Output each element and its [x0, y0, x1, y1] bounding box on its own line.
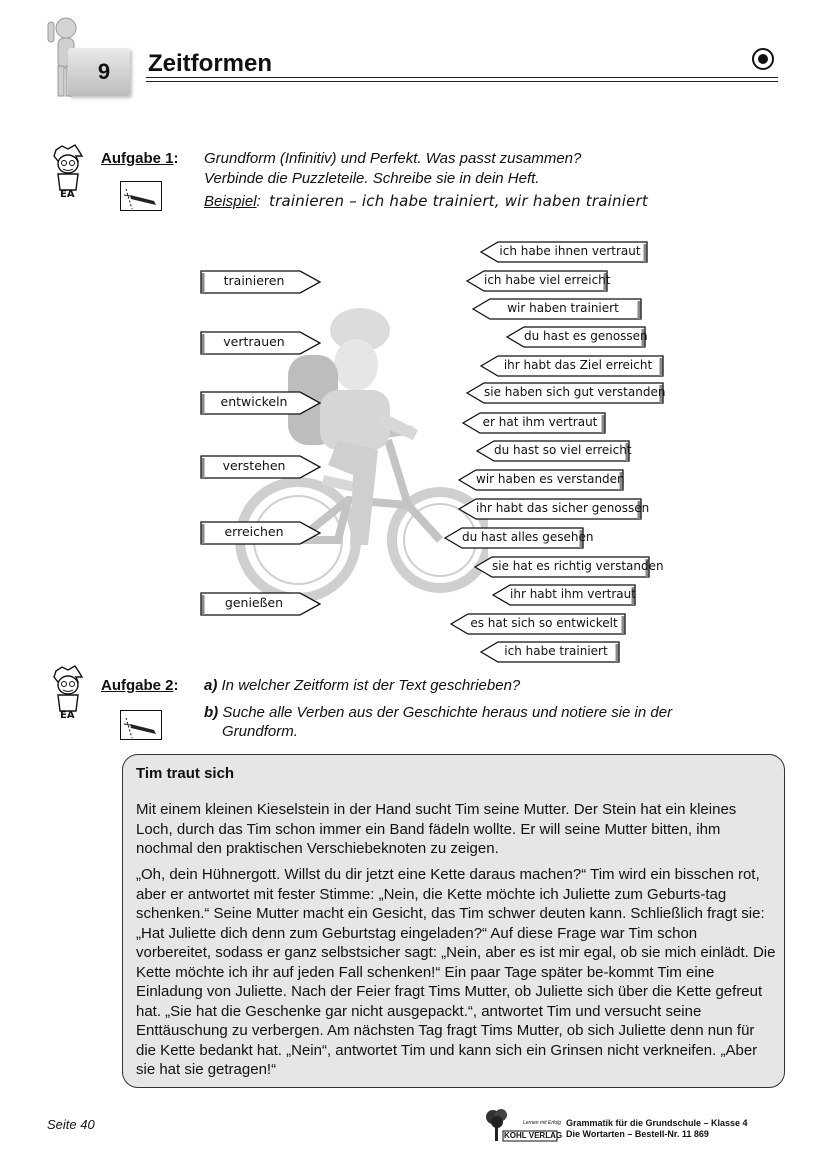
footer-line-2: Die Wortarten – Bestell-Nr. 11 869	[566, 1129, 709, 1139]
phrase-tag	[480, 641, 620, 661]
verb-label: trainieren	[223, 273, 285, 288]
phrase-label: es hat sich so entwickelt	[470, 616, 618, 630]
phrase-tag	[458, 469, 624, 489]
verb-tag	[200, 521, 322, 543]
phrase-label: ihr habt das sicher genossen	[476, 501, 650, 515]
task2-label: Aufgabe 2	[101, 677, 174, 694]
story-paragraph-2: „Oh, dein Hühnergott. Willst du dir jetzt eine Kette daraus machen?“ Tim wird ein bisschen rot, aber er antwortet mit fester Stimme: „Nein, die Kette möchte ich Juliette zum Geburts-tag schenken.“ Seine Mutter macht ein Gesicht, das Tim schwer deuten kann. Schließlich fragt sie: „Hat Juliette dich denn zum Geburtstag eingeladen?“ Auf diese Frage war Tim schon vorbereitet, sodass er ganz selbstsicher sagt: „Nein, aber es ist mir egal, ob sie mich einlädt. Die Kette möchte ich ihr auf jeden Fall schenken!“ Ein paar Tage später be-kommt Tim eine Einladung von Juliette. Nach der Feier fragt Tims Mutter, ob Juliette sich über die Kette gefreut hat. „Sie hat die Geschenke gar nicht ausgepackt.“, antwortet Tim und versucht seine Enttäuschung zu verbergen. Am nächsten Tag fragt Tims Mutter, ob sich Juliette denn nun für die Kette bedankt hat. „Nein“, antwortet Tim und kann sich ein Grinsen nicht verkneifen. „Aber sie hat sie getragen!“	[136, 866, 776, 1078]
phrase-tag	[458, 498, 650, 518]
phrase-label: ich habe trainiert	[504, 644, 608, 658]
task2-header: Aufgabe 2:	[101, 677, 179, 694]
phrase-label: wir haben trainiert	[507, 301, 619, 315]
phrase-label: ihr habt ihm vertraut	[510, 587, 636, 601]
task2-question-a	[204, 676, 520, 696]
title-rule	[146, 77, 778, 78]
task1-example: Beispiel: trainieren – ich habe trainiert, wir haben trainiert	[204, 192, 648, 210]
title-rule-thin	[146, 81, 778, 82]
student-ea-icon	[48, 665, 88, 721]
verb-label: vertrauen	[223, 334, 285, 349]
question-b-letter: b)	[204, 704, 219, 721]
logo-text: KOHL VERLAG	[504, 1131, 563, 1140]
phrase-tag	[462, 412, 606, 432]
phrase-label: ihr habt das Ziel erreicht	[503, 358, 653, 372]
verb-tag	[200, 270, 322, 292]
question-a-text: In welcher Zeitform ist der Text geschrieben?	[221, 677, 521, 694]
phrase-label: du hast so viel erreicht	[494, 443, 632, 457]
logo-tagline: Lernen mit Erfolg	[523, 1120, 562, 1126]
phrase-tag	[474, 556, 664, 576]
phrase-label: er hat ihm vertraut	[482, 415, 598, 429]
phrase-tag	[476, 440, 630, 460]
phrase-tag	[466, 270, 611, 290]
verb-label: genießen	[224, 595, 284, 610]
verb-label: verstehen	[222, 458, 286, 473]
publisher-tree-logo	[483, 1107, 563, 1143]
verb-tag	[200, 455, 322, 477]
example-text: trainieren – ich habe trainiert, wir haben trainiert	[269, 192, 648, 210]
phrase-label: ich habe viel erreicht	[484, 273, 611, 287]
phrase-tag	[506, 326, 646, 346]
verb-tag	[200, 592, 322, 614]
story-title: Tim traut sich	[136, 765, 235, 782]
question-b-text: Suche alle Verben aus der Geschichte heraus und notiere sie in der	[222, 704, 673, 721]
task2-question-b	[204, 703, 672, 723]
phrase-tag	[450, 613, 626, 633]
phrase-label: ich habe ihnen vertraut	[499, 244, 641, 258]
footer-page-number: Seite 40	[47, 1117, 95, 1132]
phrase-tag	[472, 298, 642, 318]
phrase-label: sie haben sich gut verstanden	[484, 385, 666, 399]
phrase-tag	[492, 584, 636, 604]
verb-tag	[200, 331, 322, 353]
student-ea-icon	[48, 144, 88, 200]
phrase-label: sie hat es richtig verstanden	[492, 559, 664, 573]
story-paragraph-1: Mit einem kleinen Kieselstein in der Hand sucht Tim seine Mutter. Der Stein hat ein kleines Loch, durch das Tim schon immer ein Band fädeln wollte. Er will seine Mutter bitten, ihm nochmal den praktischen Verschiebeknoten zu zeigen.	[136, 801, 737, 857]
page-number: 9	[97, 59, 111, 84]
task2-question-b-cont: Grundform.	[222, 723, 298, 740]
phrase-label: du hast alles gesehen	[462, 530, 594, 544]
phrase-label: wir haben es verstanden	[476, 472, 625, 486]
phrase-tag	[480, 355, 664, 375]
footer-line-1: Grammatik für die Grundschule – Klasse 4	[566, 1118, 748, 1128]
task1-header: Aufgabe 1:	[101, 150, 179, 167]
footer-book-info	[566, 1118, 748, 1140]
phrase-tag	[480, 241, 648, 261]
pen-writing-icon	[120, 181, 162, 211]
page-title: Zeitformen	[148, 50, 273, 77]
task1-instruction-2: Verbinde die Puzzleteile. Schreibe sie in dein Heft.	[204, 170, 540, 187]
question-a-letter: a)	[204, 677, 218, 694]
phrase-label: du hast es genossen	[524, 329, 648, 343]
verb-label: erreichen	[224, 524, 284, 539]
verb-tag	[200, 391, 322, 413]
task1-instruction-1: Grundform (Infinitiv) und Perfekt. Was passt zusammen?	[204, 150, 582, 167]
phrase-tag	[466, 382, 664, 402]
svg-text:EA: EA	[60, 189, 75, 200]
verb-label: entwickeln	[220, 394, 288, 409]
example-label: Beispiel	[204, 193, 257, 210]
target-icon	[751, 47, 775, 71]
page-number-badge	[68, 48, 130, 96]
task1-label: Aufgabe 1	[101, 150, 174, 167]
pen-writing-icon	[120, 710, 162, 740]
svg-text:EA: EA	[60, 710, 75, 721]
phrase-tag	[444, 527, 594, 547]
